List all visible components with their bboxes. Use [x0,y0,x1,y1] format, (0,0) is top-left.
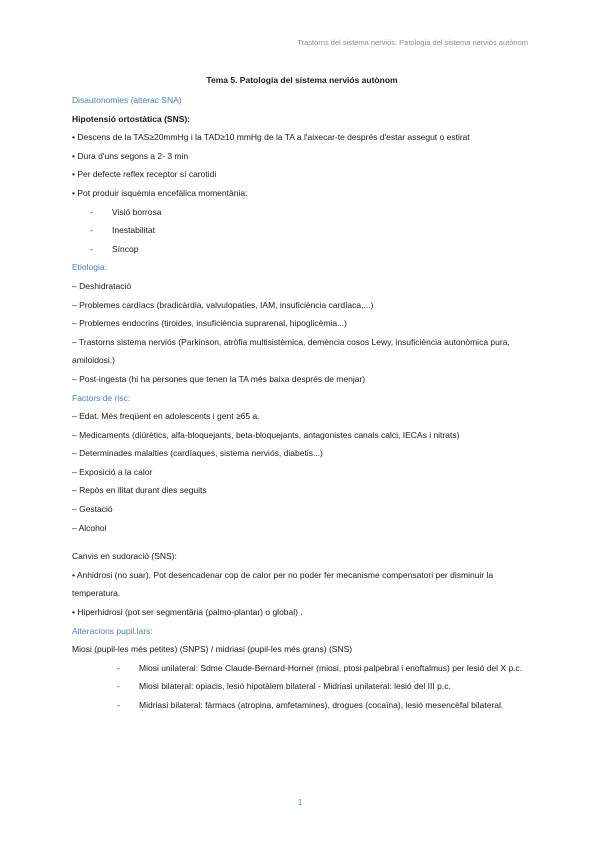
dash-marker: - [90,243,93,254]
bullet-item: • Dura d'uns segons a 2- 3 min [72,150,189,161]
section-heading-disautonomies: Disautonomies (alterac SNA) [72,95,182,105]
bullet-item: • Descens de la TAS≥20mmHg i la TAD≥10 mmHg de la TA a l'aixecar-te després d'estar assegut o estirat [72,132,470,143]
list-item: – Alcohol [72,522,107,533]
list-item: – Exposició a la calor [72,466,153,477]
page-number: 1 [297,798,303,807]
list-item: – Edat. Més freqüent en adolescents i gent ≥65 a. [72,411,260,422]
list-item: – Repòs en llitat durant dies seguits [72,485,207,496]
dash-marker: - [90,206,93,217]
dash-marker: - [90,225,93,236]
list-item: – Post-ingesta (hi ha persones que tenen la TA més baixa després de menjar) [72,373,366,384]
sub-item-text: Midriasi bilateral: fàrmacs (atropina, amfetamines), drogues (cocaïna), lesió mesencèfal bilateral. [139,700,504,710]
bullet-item: • Per defecte reflex receptor sí carotidi [72,169,217,180]
section-heading-pupil: Alteracions pupil.lars: [72,625,153,636]
subheading-miosi: Miosi (pupil-les més petites) (SNPS) / midriasi (pupil-les més grans) (SNS) [72,644,353,655]
document-body [72,73,532,715]
sub-item-text: Miosi unilateral: Sdme Claude-Bernard-Horner (miosi, ptosi palpebral i enoftalmus) per lesió del X p.c. [139,662,523,673]
list-item: – Medicaments (diürètics, alfa-bloquejants, beta-bloquejants, antagonistes canals calci, IECAs i nitrats) [72,429,460,440]
running-header: Trastorns del sistema nerviós: Patologia del sistema nerviós autònom [297,38,528,47]
document-title: Tema 5. Patologia del sistema nerviós autònom [206,75,398,85]
sub-item-text: Inestabilitat [112,225,155,236]
sub-item-text: Visió borrosa [112,206,162,217]
bullet-item: • Anhidrosi (no suar). Pot desencadenar cop de calor per no poder fer mecanisme compensatori per disminuir la temperatura. [72,569,494,599]
dash-marker: - [117,662,120,673]
sub-list-item [72,696,532,715]
dash-marker: - [117,681,120,692]
sub-item-text: Síncop [112,243,139,254]
list-item: – Determinades malalties (cardíaques, sistema nerviós, diabetis...) [72,448,323,459]
subheading-hipotensio: Hipotensió ortostàtica (SNS): [72,113,191,124]
sub-list-item [72,677,532,696]
bullet-item: • Hiperhidrosi (pot ser segmentària (palmo-plantar) o global) . [72,607,303,618]
sub-list-item [72,659,532,678]
list-item: – Gestació [72,504,113,515]
bullet-item: • Pot produir isquèmia encefàlica momentània: [72,187,248,198]
list-item: – Deshidratació [72,280,132,291]
sub-item-text: Miosi bilateral: opiacis, lesió hipotàlem bilateral - Midriasi unilateral: lesió del III p.c. [139,681,451,692]
sub-list-item [72,203,532,222]
section-heading-etiologia: Etiologia: [72,262,107,273]
subheading-sudoracio: Canvis en sudoració (SNS): [72,551,177,562]
list-item: – Problemes endocrins (tiroides, insuficiència suprarenal, hipoglicèmia...) [72,318,347,329]
list-item: – Trastorns sistema nerviós (Parkinson, atròfia multisistèmica, demència cosos Lewy, insuficiència autonòmica pura, amiloidosi.) [72,336,510,366]
list-item: – Problemes cardíacs (bradicàrdia, valvulopaties, IAM, insuficiència cardíaca,...) [72,299,374,310]
sub-list-item [72,240,532,259]
dash-marker: - [117,700,120,710]
section-heading-factors: Factors de risc: [72,392,131,403]
sub-list-item [72,221,532,240]
spacer [72,537,532,547]
